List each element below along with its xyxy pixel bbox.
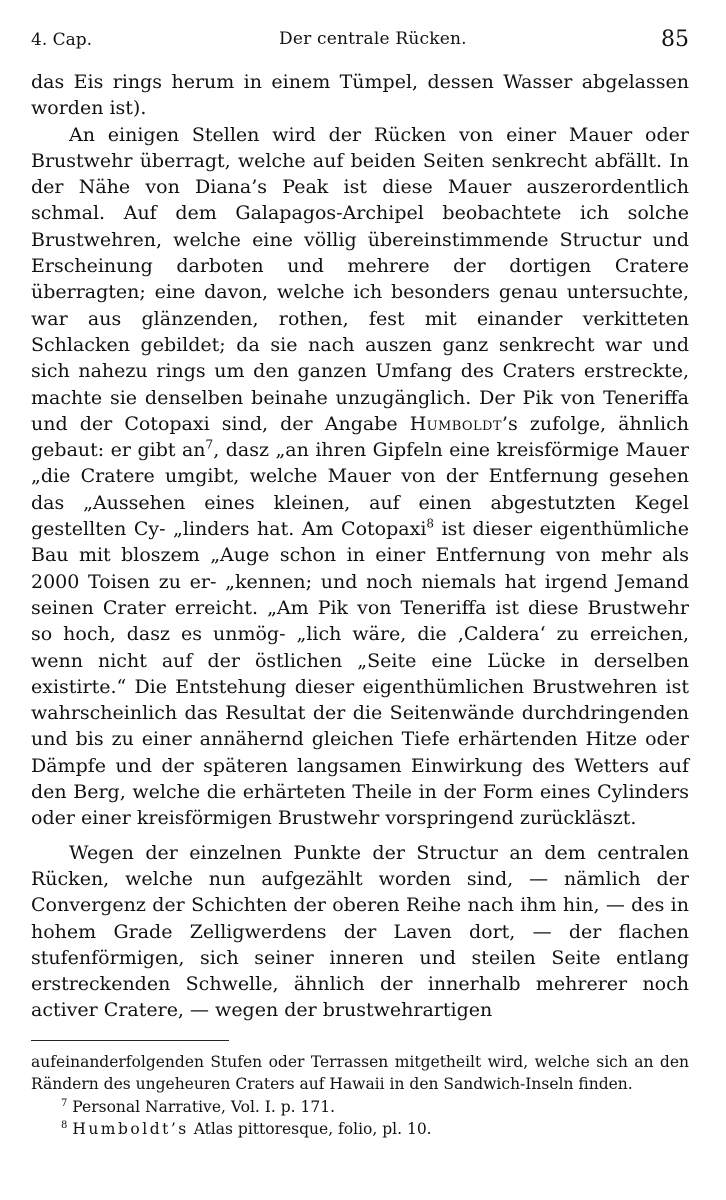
paragraph-text: , dasz „an ihren Gipfeln eine kreisförmige Mauer „die Cratere umgibt, welche Mauer von der Entfernung gesehen das „Aussehen eines kleinen, auf einen abgestutzten Kegel gestellten Cy- „linders hat. Am Cotopaxi (31, 439, 689, 541)
chapter-label: 4. Cap. (31, 30, 93, 50)
page-number: 85 (661, 27, 689, 52)
paragraph-structure: Wegen der einzelnen Punkte der Structur an dem centralen Rücken, welche nun aufgezählt worden sind, — nämlich der Convergenz der Schichten der oberen Reihe nach ihm hin, — des in hohem Grade Zelligwerdens der Laven dort, — der flachen stufenförmigen, sich seiner inneren und steilen Seite entlang erstreckenden Schwelle, ähnlich der innerhalb mehrerer noch activer Cratere, — wegen der brustwehrartigen (31, 841, 689, 1022)
footnote-7 (31, 1096, 689, 1119)
footnote-continuation: aufeinanderfolgenden Stufen oder Terrassen mitgetheilt wird, welche sich an den Rändern des ungeheuren Craters auf Hawaii in den Sandwich-Inseln finden. (31, 1052, 689, 1094)
paragraph-brustwehr (31, 122, 689, 832)
book-page (31, 22, 689, 1141)
author-name-humboldt: Humboldt (409, 412, 502, 435)
footnote-text-rest: Atlas pittoresque, folio, pl. 10. (188, 1120, 432, 1139)
footnote-number: 8 (61, 1120, 68, 1132)
body-text (31, 69, 689, 1024)
footnotes (31, 1051, 689, 1141)
running-title: Der centrale Rücken. (279, 29, 467, 49)
footnote-rule (31, 1040, 229, 1041)
footnote-ref-7: 7 (205, 437, 214, 452)
paragraph-text: An einigen Stellen wird der Rücken von einer Mauer oder Brustwehr überragt, welche auf beiden Seiten senkrecht abfällt. In der Nähe von Diana’s Peak ist diese Mauer auszerordentlich schmal. Auf dem Galapagos-Archipel beobachtete ich solche Brustwehren, welche eine völlig übereinstimmende Structur und Erscheinung darboten und mehrere der dortigen Cratere überragten; eine davon, welche ich besonders genau untersuchte, war aus glänzenden, rothen, fest mit einander verkitteten Schlacken gebildet; da sie nach auszen ganz senkrecht war und sich nahezu rings um den ganzen Umfang des Craters erstreckte, machte sie denselben beinahe unzugänglich. Der Pik von Teneriffa und der Cotopaxi sind, der Angabe (31, 123, 689, 435)
footnote-8 (31, 1118, 689, 1141)
paragraph-text: ’s zufolge, ähnlich gebaut: er gibt an (31, 412, 689, 462)
running-header (31, 22, 689, 56)
footnote-text (67, 1120, 431, 1138)
footnote-text: Personal Narrative, Vol. I. p. 171. (67, 1097, 336, 1116)
footnote-number: 7 (61, 1097, 68, 1109)
author-name-spaced: Humboldt’s (72, 1120, 189, 1139)
paragraph-text: ist dieser eigenthümliche Bau mit bloszem „Auge schon in einer Entfernung von mehr als 2000 Toisen zu er- „kennen; und noch niemals hat irgend Jemand seinen Crater erreicht. „Am Pik von Teneriffa ist diese Brustwehr so hoch, dasz es unmög- „lich wäre, die ‚Caldera‘ zu erreichen, wenn nicht auf der östlichen „Seite eine Lücke in derselben existirte.“ Die Entstehung dieser eigenthümlichen Brustwehren ist wahrscheinlich das Resultat der die Seitenwände durchdringenden und bis zu einer annähernd gleichen Tiefe erhärtenden Hitze oder Dämpfe und der späteren langsamen Einwirkung des Wetters auf den Berg, welche die erhärteten Theile in der Form eines Cylinders oder einer kreisförmigen Brustwehr vorspringend zurückläszt. (31, 518, 689, 830)
footnote-ref-8: 8 (426, 516, 435, 531)
paragraph-continued: das Eis rings herum in einem Tümpel, dessen Wasser abgelassen worden ist). (31, 71, 689, 120)
